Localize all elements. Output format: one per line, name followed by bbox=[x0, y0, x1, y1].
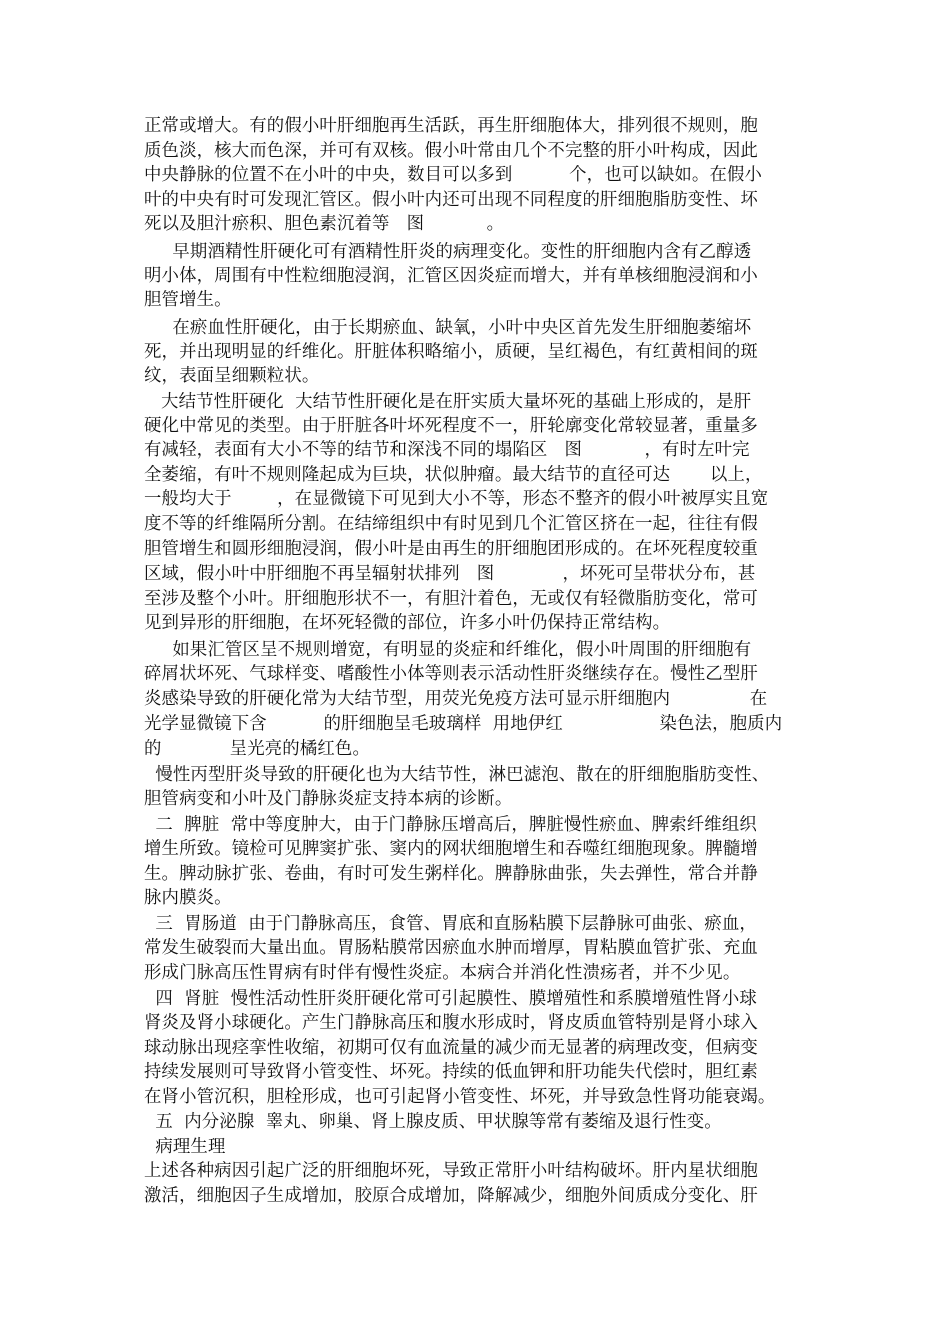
text-line: 明小体，周围有中性粒细胞浸润，汇管区因炎症而增大，并有单核细胞浸润和小 bbox=[144, 266, 758, 286]
text-line: 全萎缩，有叶不规则隆起成为巨块，状似肿瘤。最大结节的直径可达 以上， bbox=[144, 465, 763, 485]
text-line: 度不等的纤维隔所分割。在结缔组织中有时见到几个汇管区挤在一起，往往有假 bbox=[144, 514, 758, 534]
text-line: 五 内分泌腺 睾丸、卵巢、肾上腺皮质、甲状腺等常有萎缩及退行性变。 bbox=[144, 1112, 722, 1132]
text-line: 质色淡，核大而色深，并可有双核。假小叶常由几个不完整的肝小叶构成，因此 bbox=[144, 141, 758, 161]
text-line: 一般均大于 ，在显微镜下可见到大小不等，形态不整齐的假小叶被厚实且宽 bbox=[144, 489, 769, 509]
text-line: 中央静脉的位置不在小叶的中央，数目可以多到 个，也可以缺如。在假小 bbox=[144, 165, 763, 185]
text-line: 区域，假小叶中肝细胞不再呈辐射状排列 图 ，坏死可呈带状分布，甚 bbox=[144, 564, 756, 584]
text-line: 三 胃肠道 由于门静脉高压，食管、胃底和直肠粘膜下层静脉可曲张、瘀血， bbox=[144, 914, 757, 934]
text-line: 病理生理 bbox=[144, 1137, 226, 1157]
text-line: 肾炎及肾小球硬化。产生门静脉高压和腹水形成时，肾皮质血管特别是肾小球入 bbox=[144, 1013, 758, 1033]
text-line: 在肾小管沉积，胆栓形成，也可引起肾小管变性、坏死，并导致急性肾功能衰竭。 bbox=[144, 1087, 776, 1107]
text-line: 至涉及整个小叶。肝细胞形状不一，有胆汁着色，无或仅有轻微脂肪变化，常可 bbox=[144, 589, 758, 609]
text-line: 碎屑状坏死、气球样变、嗜酸性小体等则表示活动性肝炎继续存在。慢性乙型肝 bbox=[144, 664, 758, 684]
text-line: 早期酒精性肝硬化可有酒精性肝炎的病理变化。变性的肝细胞内含有乙醇透 bbox=[144, 242, 752, 262]
text-line: 见到异形的肝细胞，在坏死轻微的部位，许多小叶仍保持正常结构。 bbox=[144, 613, 671, 633]
text-line: 慢性丙型肝炎导致的肝硬化也为大结节性，淋巴滤泡、散在的肝细胞脂肪变性、 bbox=[144, 765, 770, 785]
text-line: 持续发展则可导致肾小管变性、坏死。持续的低血钾和肝功能失代偿时，胆红素 bbox=[144, 1062, 758, 1082]
text-line: 死，并出现明显的纤维化。肝脏体积略缩小，质硬，呈红褐色，有红黄相间的斑 bbox=[144, 342, 758, 362]
text-line: 叶的中央有时可发现汇管区。假小叶内还可出现不同程度的肝细胞脂肪变性、坏 bbox=[144, 190, 758, 210]
text-line: 胆管增生。 bbox=[144, 290, 232, 310]
text-line: 在瘀血性肝硬化，由于长期瘀血、缺氧，小叶中央区首先发生肝细胞萎缩坏 bbox=[144, 318, 752, 338]
text-line: 硬化中常见的类型。由于肝脏各叶坏死程度不一，肝轮廓变化常较显著，重量多 bbox=[144, 416, 758, 436]
text-line: 脉内膜炎。 bbox=[144, 888, 232, 908]
text-line: 的 呈光亮的橘红色。 bbox=[144, 739, 371, 759]
text-line: 胆管病变和小叶及门静脉炎症支持本病的诊断。 bbox=[144, 789, 513, 809]
text-line: 生。脾动脉扩张、卷曲，有时可发生粥样化。脾静脉曲张，失去弹性，常合并静 bbox=[144, 864, 758, 884]
text-line: 光学显微镜下含 的肝细胞呈毛玻璃样 用地伊红 染色法，胞质内 bbox=[144, 714, 783, 734]
text-line: 形成门脉高压性胃病有时伴有慢性炎症。本病合并消化性溃疡者，并不少见。 bbox=[144, 963, 741, 983]
text-line: 正常或增大。有的假小叶肝细胞再生活跃，再生肝细胞体大，排列很不规则，胞 bbox=[144, 116, 758, 136]
text-line: 死以及胆汁瘀积、胆色素沉着等 图 。 bbox=[144, 214, 505, 234]
text-line: 四 肾脏 慢性活动性肝炎肝硬化常可引起膜性、膜增殖性和系膜增殖性肾小球 bbox=[144, 989, 757, 1009]
text-line: 炎感染导致的肝硬化常为大结节型，用荧光免疫方法可显示肝细胞内 在 bbox=[144, 689, 768, 709]
text-line: 纹，表面呈细颗粒状。 bbox=[144, 366, 320, 386]
text-line: 有减轻，表面有大小不等的结节和深浅不同的塌陷区 图 ，有时左叶完 bbox=[144, 440, 750, 460]
text-line: 上述各种病因引起广泛的肝细胞坏死，导致正常肝小叶结构破坏。肝内星状细胞 bbox=[144, 1161, 758, 1181]
text-line: 常发生破裂而大量出血。胃肠粘膜常因瘀血水肿而增厚，胃粘膜血管扩张、充血 bbox=[144, 938, 758, 958]
text-line: 二 脾脏 常中等度肿大，由于门静脉压增高后，脾脏慢性瘀血、脾索纤维组织 bbox=[144, 815, 757, 835]
text-line: 大结节性肝硬化 大结节性肝硬化是在肝实质大量坏死的基础上形成的，是肝 bbox=[144, 392, 752, 412]
text-line: 如果汇管区呈不规则增宽，有明显的炎症和纤维化，假小叶周围的肝细胞有 bbox=[144, 640, 752, 660]
text-line: 增生所致。镜检可见脾窦扩张、窦内的网状细胞增生和吞噬红细胞现象。脾髓增 bbox=[144, 839, 758, 859]
text-line: 激活，细胞因子生成增加，胶原合成增加，降解减少，细胞外间质成分变化、肝 bbox=[144, 1186, 758, 1206]
text-line: 球动脉出现痉挛性收缩，初期可仅有血流量的减少而无显著的病理改变，但病变 bbox=[144, 1038, 758, 1058]
text-line: 胆管增生和圆形细胞浸润，假小叶是由再生的肝细胞团形成的。在坏死程度较重 bbox=[144, 539, 758, 559]
